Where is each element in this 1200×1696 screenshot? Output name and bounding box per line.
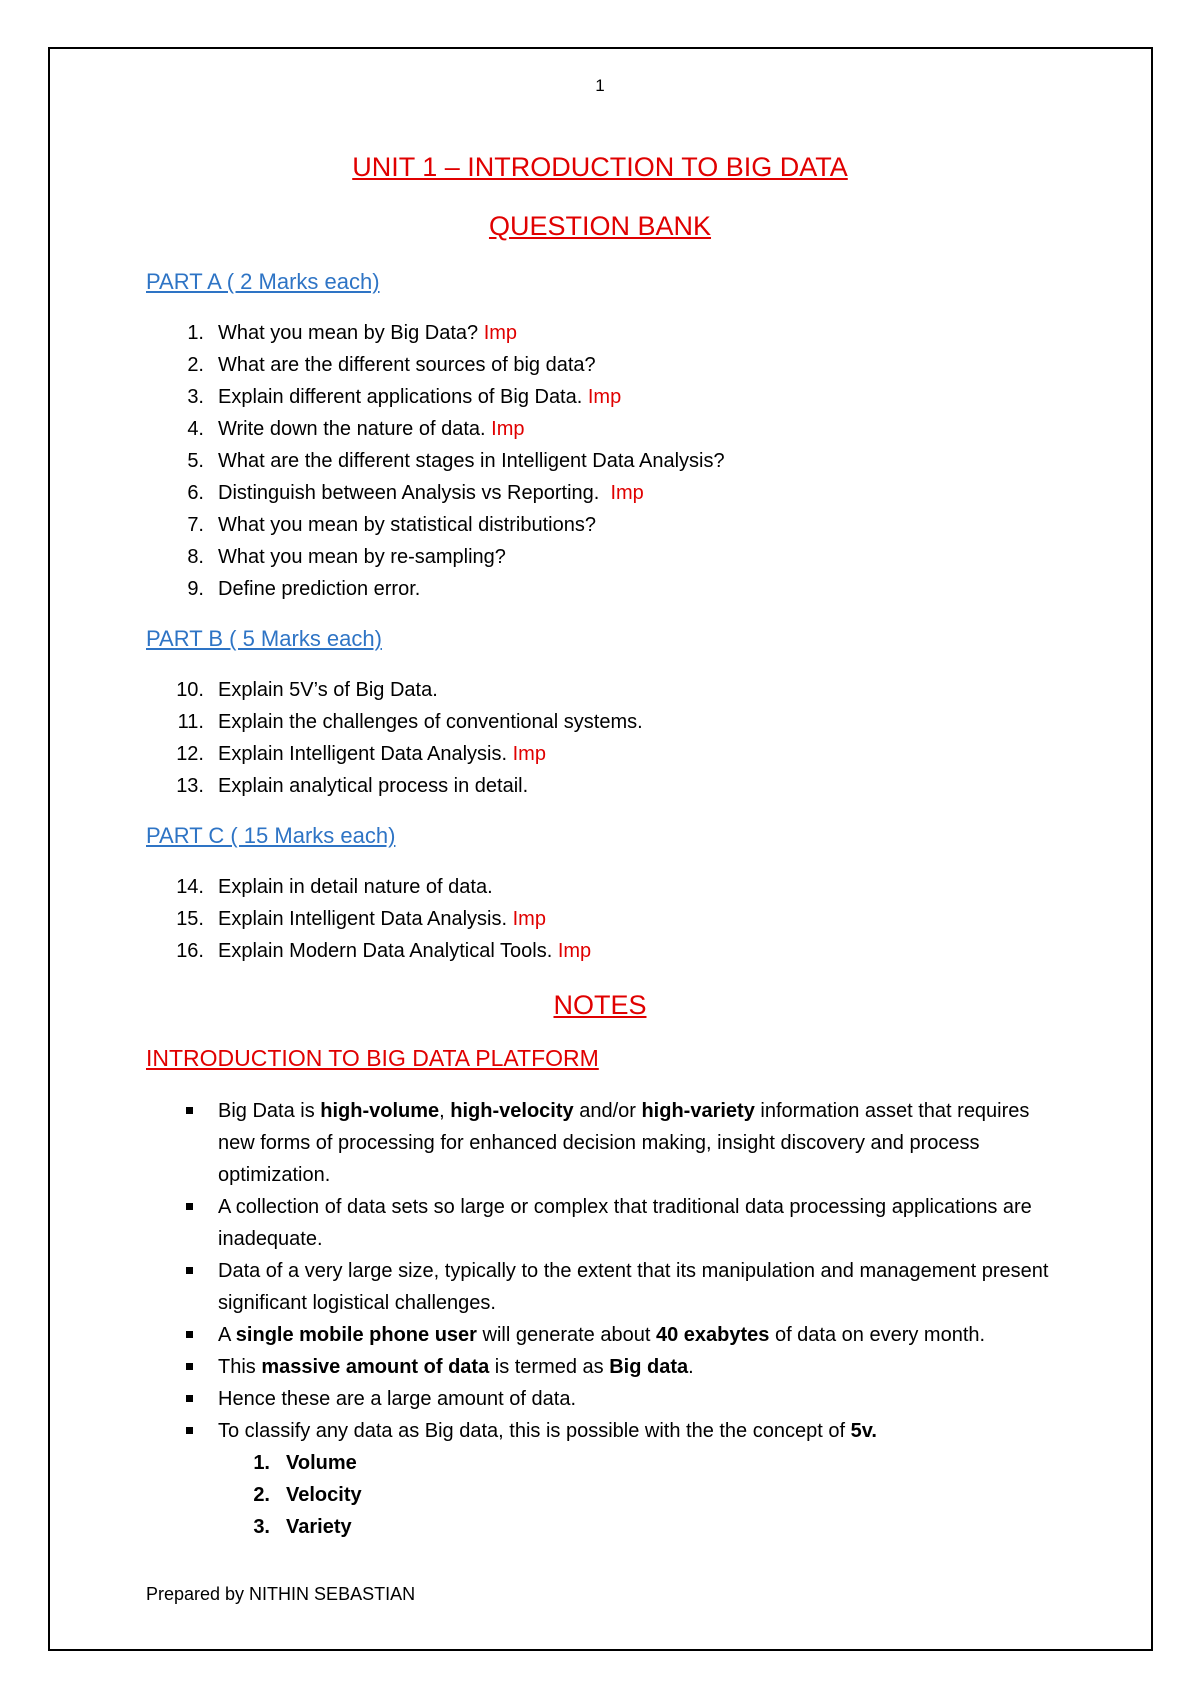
square-bullet-icon [186, 1427, 193, 1434]
question-item: 15. Explain Intelligent Data Analysis. Imp [176, 908, 546, 930]
part-a-heading: PART A ( 2 Marks each) [146, 269, 380, 294]
square-bullet-icon [186, 1107, 193, 1114]
list-item: 1. Volume [253, 1452, 357, 1474]
list-item: Data of a very large size, typically to the extent that its manipulation and management present significant logistical challenges. [186, 1255, 1066, 1319]
part-b-heading: PART B ( 5 Marks each) [146, 626, 382, 651]
question-item: 11. Explain the challenges of conventional systems. [177, 711, 643, 733]
question-item: 7. What you mean by statistical distributions? [187, 514, 596, 536]
notes-heading: NOTES [553, 990, 647, 1020]
square-bullet-icon [186, 1267, 193, 1274]
square-bullet-icon [186, 1331, 193, 1338]
imp-tag: Imp [610, 482, 644, 504]
imp-tag: Imp [557, 940, 592, 962]
question-item: 16. Explain Modern Data Analytical Tools. Imp [176, 940, 592, 962]
page-number: 1 [595, 76, 605, 95]
imp-tag: Imp [491, 418, 525, 440]
list-item: Big Data is high-volume, high-velocity and/or high-variety information asset that requires new forms of processing for enhanced decision making, insight discovery and process optimization. [186, 1095, 1066, 1191]
notes-list [186, 1095, 1066, 1447]
square-bullet-icon [186, 1395, 193, 1402]
section-heading: INTRODUCTION TO BIG DATA PLATFORM [146, 1045, 599, 1071]
question-item: 5. What are the different stages in Intelligent Data Analysis? [187, 450, 725, 472]
question-item: 10. Explain 5V’s of Big Data. [176, 679, 438, 701]
list-item: A collection of data sets so large or complex that traditional data processing applications are inadequate. [186, 1191, 1066, 1255]
question-item: 3. Explain different applications of Big Data. Imp [187, 386, 622, 408]
imp-tag: Imp [512, 743, 546, 765]
question-item: 6. Distinguish between Analysis vs Reporting. Imp [187, 482, 644, 504]
question-item: 8. What you mean by re-sampling? [187, 546, 506, 568]
list-item: To classify any data as Big data, this is possible with the the concept of 5v. [186, 1415, 1066, 1447]
list-item: This massive amount of data is termed as Big data. [186, 1351, 1066, 1383]
question-item: 13. Explain analytical process in detail. [176, 775, 529, 797]
question-item: 12. Explain Intelligent Data Analysis. Imp [176, 743, 546, 765]
five-v-list [248, 1447, 362, 1543]
question-item: 14. Explain in detail nature of data. [176, 876, 493, 898]
square-bullet-icon [186, 1363, 193, 1370]
list-item: 3. Variety [253, 1516, 352, 1538]
question-item: 2. What are the different sources of big data? [187, 354, 596, 376]
list-item: A single mobile phone user will generate about 40 exabytes of data on every month. [186, 1319, 1066, 1351]
question-item: 1. What you mean by Big Data? Imp [187, 322, 518, 344]
list-item: Hence these are a large amount of data. [186, 1383, 1066, 1415]
list-item: 2. Velocity [253, 1484, 362, 1506]
page-title: UNIT 1 – INTRODUCTION TO BIG DATA [352, 152, 848, 182]
question-item: 9. Define prediction error. [187, 578, 421, 600]
footer-author: Prepared by NITHIN SEBASTIAN [146, 1584, 416, 1604]
square-bullet-icon [186, 1203, 193, 1210]
question-item: 4. Write down the nature of data. Imp [187, 418, 525, 440]
imp-tag: Imp [587, 386, 622, 408]
imp-tag: Imp [483, 322, 518, 344]
part-c-heading: PART C ( 15 Marks each) [146, 823, 396, 848]
imp-tag: Imp [512, 908, 546, 930]
page-subtitle: QUESTION BANK [488, 211, 712, 241]
